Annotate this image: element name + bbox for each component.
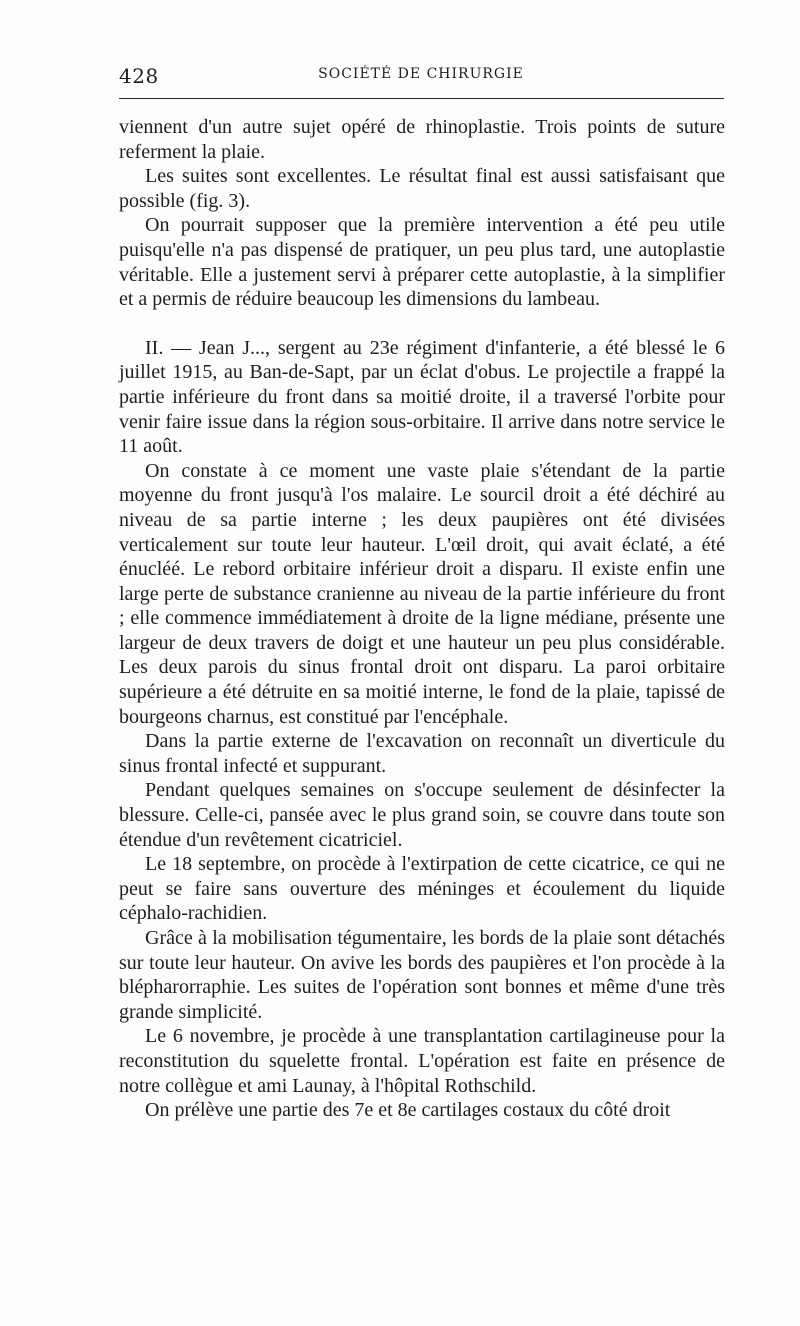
paragraph: On pourrait supposer que la première intervention a été peu utile puisqu'elle n'a pas dispensé de pratiquer, un peu plus tard, une autoplastie véritable. Elle a justement servi à préparer cette autoplastie, à la simplifier et a permis de réduire beaucoup les dimensions du lambeau. [119,214,725,311]
page-number: 428 [119,64,159,88]
paragraph: Dans la partie externe de l'excavation on reconnaît un diverticule du sinus frontal infecté et suppurant. [119,730,725,777]
body-text [119,115,725,1123]
running-title: SOCIÉTÉ DE CHIRURGIE [318,66,524,82]
case-two-paragraph: II. — Jean J..., sergent au 23e régiment d'infanterie, a été blessé le 6 juillet 1915, au Ban-de-Sapt, par un éclat d'obus. Le projectile a frappé la partie inférieure du front dans sa moitié droite, il a traversé l'orbite pour venir faire issue dans la région sous-orbitaire. Il arrive dans notre service le 11 août. [119,336,725,458]
paragraph: Les suites sont excellentes. Le résultat final est aussi satisfaisant que possible (fig. 3). [119,165,725,212]
page-header [119,64,723,94]
paragraph: On constate à ce moment une vaste plaie s'étendant de la partie moyenne du front jusqu'à l'os malaire. Le sourcil droit a été déchiré au niveau de sa partie interne ; les deux paupières ont été divisées verticalement sur toute leur hauteur. L'œil droit, qui avait éclaté, a été énucléé. Le rebord orbitaire inférieur droit a disparu. Il existe enfin une large perte de substance cranienne au niveau de la partie inférieure du front ; elle commence immédiatement à droite de la ligne médiane, présente une largeur de deux travers de doigt et une hauteur un peu plus considérable. Les deux parois du sinus frontal droit ont disparu. La paroi orbitaire supérieure a été détruite en sa moitié interne, le fond de la plaie, tapissé de bourgeons charnus, est constitué par l'encéphale. [119,459,725,728]
paragraph: Grâce à la mobilisation tégumentaire, les bords de la plaie sont détachés sur toute leur hauteur. On avive les bords des paupières et l'on procède à la blépharorraphie. Les suites de l'opération sont bonnes et même d'une très grande simplicité. [119,927,725,1023]
header-rule [119,98,724,99]
paragraph: On prélève une partie des 7e et 8e cartilages costaux du côté droit [145,1099,671,1122]
paragraph: viennent d'un autre sujet opéré de rhinoplastie. Trois points de suture referment la plaie. [119,116,725,163]
paragraph: Pendant quelques semaines on s'occupe seulement de désinfecter la blessure. Celle-ci, pansée avec le plus grand soin, se couvre dans toute son étendue d'un revêtement cicatriciel. [119,779,725,851]
paragraph: Le 18 septembre, on procède à l'extirpation de cette cicatrice, ce qui ne peut se faire sans ouverture des méninges et écoulement du liquide céphalo-rachidien. [119,853,725,925]
paragraph: Le 6 novembre, je procède à une transplantation cartilagineuse pour la reconstitution du squelette frontal. L'opération est faite en présence de notre collègue et ami Launay, à l'hôpital Rothschild. [119,1025,725,1097]
